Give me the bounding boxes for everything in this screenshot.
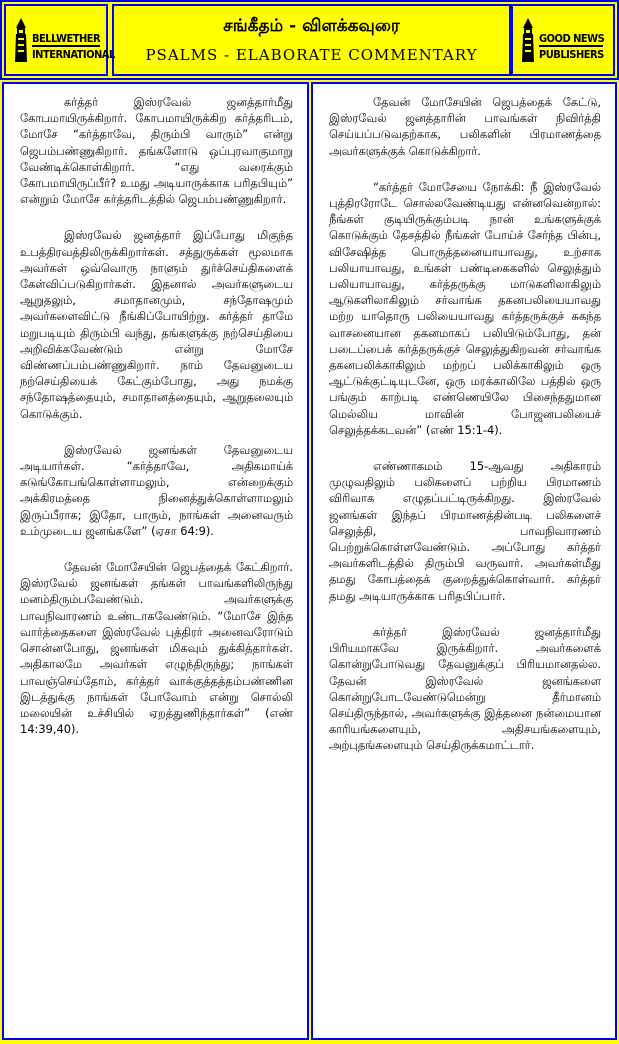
paragraph: தேவன் மோசேயின் ஜெபத்தைக் கேட்டு, இஸ்ரவேல் ஜனத்தாரின் பாவங்கள் நிவிர்த்தி செய்யப்படுவதற்காக, பலிகளின் பிரமாணத்தை அவர்களுக்குக் கொடுக்கிறார்.: [329, 95, 601, 158]
paragraph: இஸ்ரவேல் ஜனங்கள் தேவனுடைய அடியார்கள். “கர்த்தாவே, அதிகமாய்க் கடுங்கோபங்கொள்ளாமலும், என்றைக்கும் அக்கிரமத்தை நினைத்துக்கொள்ளாமலும் இருப்பீராக; இதோ, பாரும், நாங்கள் அனைவரும் உம்முடைய ஜனங்களே” (ஏசா 64:9).: [20, 442, 293, 538]
paragraph: கர்த்தர் இஸ்ரவேல் ஜனத்தார்மீது பிரியமாகவே இருக்கிறார். அவர்களைக் கொன்றுபோடுவது தேவனுக்குப் பிரியமானதல்ல. தேவன் இஸ்ரவேல் ஜனங்களை கொன்றுபோடவேண்டுமென்று தீர்மானம் செய்திருந்தால், அவர்களுக்கு இத்தனை நன்மையான காரியங்களையும், அதிசயங்களையும், அற்புதங்களையும் செய்திருக்கமாட்டார்.: [329, 624, 601, 753]
paragraph: இஸ்ரவேல் ஜனத்தார் இப்போது மிகுந்த உபத்திரவத்திலிருக்கிறார்கள். சத்துருக்கள் மூலமாக அவர்கள் ஒவ்வொரு நாளும் துர்ச்செய்திகளைக் கேள்விப்படுகிறார்கள். இதனால் அவர்களுடைய ஆறுதலும், சமாதானமும், சந்தோஷமும் அவர்களைவிட்டு நீங்கிப்போயிற்று. கர்த்தர் தாமே மறுபடியும் திரும்பி வந்து, தங்களுக்கு நற்செய்தியை அறிவிக்கவேண்டும் என்று மோசே விண்ணப்பம்பண்ணுகிறார். நாம் தேவனுடைய நற்செய்தியைக் கேட்கும்போது, அது நமக்கு சந்தோஷத்தையும், சமாதானத்தையும், ஆறுதலையும் கொடுக்கும்.: [20, 228, 293, 421]
paragraph: கர்த்தர் இஸ்ரவேல் ஜனத்தார்மீது கோபமாயிருக்கிறார். கோபமாயிருக்கிற கர்த்தரிடம், மோசே “கர்த்தாவே, திரும்பி வாரும்” என்று ஜெபம்பண்ணுகிறார். தங்களோடு ஒப்புரவாகுமாறு வேண்டிக்கொள்கிறார். “எது வரைக்கும் கோபமாயிருப்பீர்? உமது அடியாருக்காக பரிதபியும்” என்றும் மோசே கர்த்தரிடத்தில் ஜெபம்பண்ணுகிறார்.: [20, 95, 293, 207]
bell-tower-icon: [521, 18, 535, 62]
title-box: [112, 4, 511, 76]
paragraph: தேவன் மோசேயின் ஜெபத்தைக் கேட்கிறார். இஸ்ரவேல் ஜனங்கள் தங்கள் பாவங்களிலிருந்து மனம்திரும்பவேண்டும். அவர்களுக்கு பாவநிவாரணம் உண்டாகவேண்டும். “மோசே இந்த வார்த்தைகளை இஸ்ரவேல் புத்திரர் அனைவரோடும் சொன்னபோது, ஜனங்கள் மிகவும் துக்கித்தார்கள். அதிகாலமே அவர்கள் எழுந்திருந்து; நாங்கள் பாவஞ்செய்தோம், கர்த்தர் வாக்குத்தத்தம்பண்ணின இடத்துக்கு நாங்கள் போவோம் என்று சொல்லி மலையின் உச்சியில் ஏறத்துணிந்தார்கள்” (எண் 14:39,40).: [20, 560, 293, 737]
logo-left-line1: BELLWETHER: [32, 32, 101, 45]
right-column: [311, 82, 617, 1040]
page-title-english: PSALMS - ELABORATE COMMENTARY: [145, 46, 478, 64]
left-column: [2, 82, 309, 1040]
logo-right-line2: PUBLISHERS: [539, 48, 604, 61]
logo-left-line2: INTERNATIONAL: [32, 48, 115, 61]
page-header: [0, 0, 619, 80]
publisher-logo-right: [511, 4, 615, 76]
publisher-logo-left: [4, 4, 115, 76]
logo-right-line1: GOOD NEWS: [539, 32, 605, 45]
paragraph: எண்ணாகமம் 15-ஆவது அதிகாரம் முழுவதிலும் பலிகளைப் பற்றிய பிரமாணம் விரிவாக எழுதப்பட்டிருக்கிறது. இஸ்ரவேல் ஜனங்கள் இந்தப் பிரமாணத்தின்படி பலிகளைச் செலுத்தி, பாவநிவாரணம் பெற்றுக்கொள்ளவேண்டும். அப்போது கர்த்தர் அவர்களிடத்தில் திரும்பி வருவார். அவர்கள்மீது தமது கோபத்தைக் குறைத்துக்கொள்வார். கர்த்தர் தமது அடியாருக்காக பரிதபிப்பார்.: [329, 459, 601, 603]
bell-tower-icon: [14, 18, 28, 62]
paragraph: “கர்த்தர் மோசேயை நோக்கி: நீ இஸ்ரவேல் புத்திரரோடே சொல்லவேண்டியது என்னவென்றால்: நீங்கள் குடியிருக்கும்படி நான் உங்களுக்குக் கொடுக்கும் தேசத்தில் நீங்கள் போய்ச் சேர்ந்த பின்பு, விசேஷித்த பொருத்தனையாயாவது, உற்சாக பலியாயாவது, உங்கள் பண்டிகைகளில் செலுத்தும் பலியாயாவது, கர்த்தருக்கு மாடுகளிலாகிலும் ஆடுகளிலாகிலும் சர்வாங்க தகனபலியையாவது மற்ற யாதொரு பலியையாவது கர்த்தருக்குச் சுகந்த வாசனையான தகனமாகப் பலியிடும்போது, தன் படைப்பைக் கர்த்தருக்குச் செலுத்துகிறவன் சர்வாங்க தகனபலிக்காகிலும் மற்றப் பலிக்காகிலும் ஒரு ஆட்டுக்குட்டியுடனே, ஒரு மரக்காலிலே பத்தில் ஒரு பங்கும் காற்படி எண்ணெயிலே பிசைந்ததுமான மெல்லிய மாவின் போஜனபலியைச் செலுத்தக்கடவன்” (எண் 15:1-4).: [329, 179, 601, 437]
page-title-tamil: சங்கீதம் - விளக்கவுரை: [223, 16, 400, 36]
